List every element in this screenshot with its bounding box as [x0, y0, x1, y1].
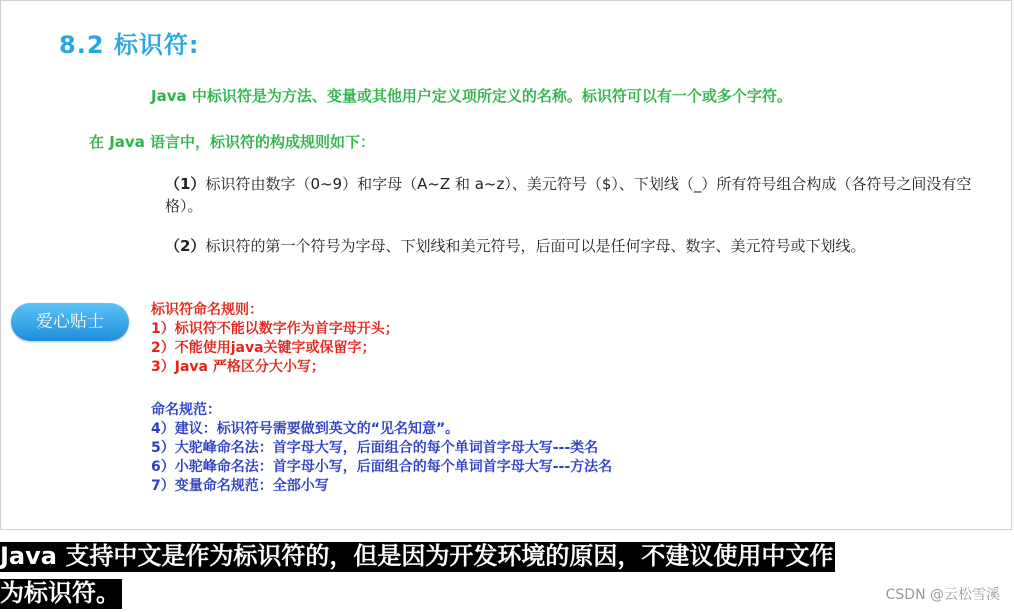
section-title: 8.2 标识符: — [59, 31, 200, 59]
naming-rule-3: 3）Java 严格区分大小写； — [151, 359, 325, 375]
rule-1 — [165, 173, 975, 217]
naming-convention-5: 5）大驼峰命名法：首字母大写，后面组合的每个单词首字母大写---类名 — [151, 440, 599, 456]
rule-1-number: （1） — [165, 175, 206, 193]
naming-rule-2: 2）不能使用java关键字或保留字； — [151, 340, 376, 356]
tips-badge: 爱心贴士 — [11, 303, 129, 341]
intro-text: Java 中标识符是为方法、变量或其他用户定义项所定义的名称。标识符可以有一个或多个字符。 — [151, 87, 792, 105]
naming-conventions-heading: 命名规范： — [151, 402, 221, 418]
caption-line-2: 为标识符。 — [0, 579, 120, 607]
naming-convention-4: 4）建议：标识符号需要做到英文的“见名知意”。 — [151, 421, 460, 437]
naming-convention-6: 6）小驼峰命名法：首字母小写，后面组合的每个单词首字母大写---方法名 — [151, 459, 613, 475]
caption-line-1: Java 支持中文是作为标识符的，但是因为开发环境的原因，不建议使用中文作 — [0, 542, 834, 570]
subtitle-caption — [0, 538, 1014, 612]
naming-rules-heading: 标识符命名规则： — [151, 302, 263, 318]
rules-heading: 在 Java 语言中，标识符的构成规则如下： — [89, 133, 376, 151]
tips-block — [151, 301, 612, 496]
rule-2-number: （2） — [165, 237, 206, 255]
rule-1-text: 标识符由数字（0~9）和字母（A~Z 和 a~z）、美元符号（$）、下划线（_）所有符号组合构成（各符号之间没有空格）。 — [165, 175, 972, 215]
rule-2-text: 标识符的第一个符号为字母、下划线和美元符号，后面可以是任何字母、数字、美元符号或下划线。 — [205, 237, 866, 255]
rule-2 — [165, 235, 975, 257]
spacer — [151, 377, 612, 401]
watermark: CSDN @云松雪溪 — [885, 587, 1000, 603]
naming-convention-7: 7）变量命名规范：全部小写 — [151, 478, 329, 494]
naming-rule-1: 1）标识符不能以数字作为首字母开头； — [151, 321, 399, 337]
